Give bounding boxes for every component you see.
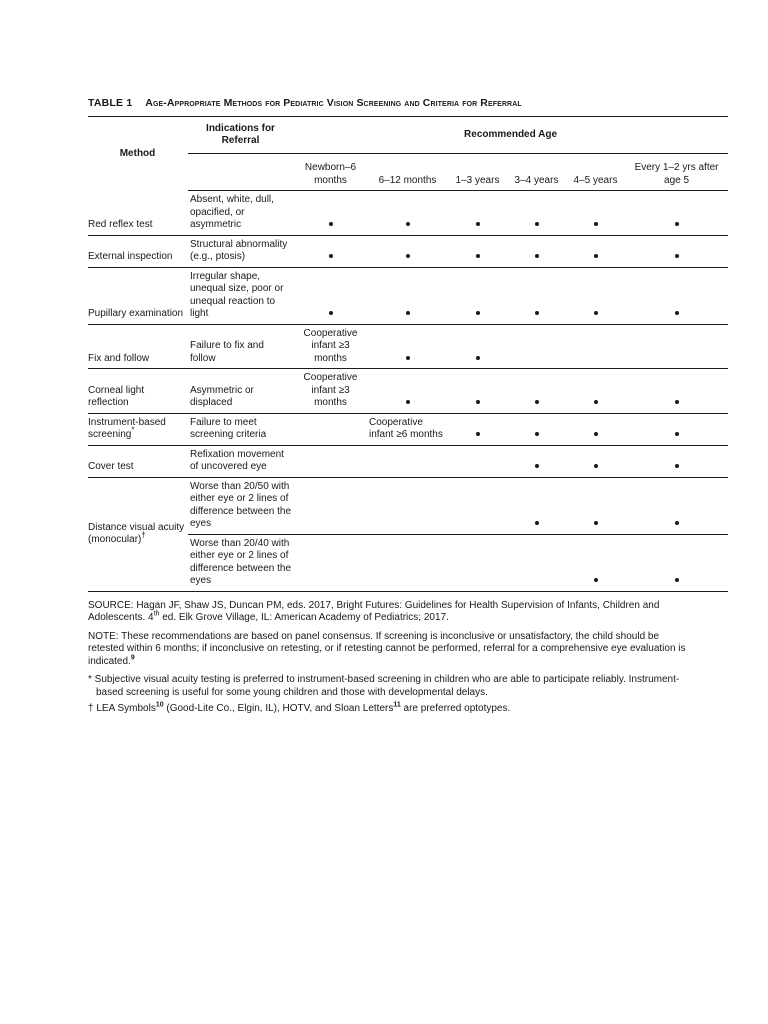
bullet-icon [476,311,480,315]
recommended-mark [626,267,728,324]
bullet-icon [535,311,539,315]
recommended-mark [626,445,728,477]
table-row [88,477,728,534]
bullet-icon [476,222,480,226]
bullet-icon [535,432,539,436]
recommended-mark [566,413,626,445]
header-age: Every 1–2 yrs after age 5 [626,154,728,191]
header-age: Newborn–6 months [294,154,368,191]
age-condition-cell: Cooperative infant ≥3 months [303,372,358,408]
empty-cell [566,324,626,369]
recommended-mark [626,191,728,236]
indication-cell: Failure to meet screening criteria [190,416,267,440]
bullet-icon [406,400,410,404]
recommended-mark [508,477,566,534]
recommended-mark [448,267,508,324]
recommended-mark [566,534,626,591]
indication-cell: Asymmetric or displaced [190,384,254,408]
header-recommended-age: Recommended Age [464,128,558,140]
header-method: Method [119,147,156,159]
bullet-icon [594,464,598,468]
indication-cell: Failure to fix and follow [190,340,264,364]
recommended-mark [508,413,566,445]
bullet-icon [675,521,679,525]
bullet-icon [476,400,480,404]
table-row [88,324,728,369]
table-row [88,191,728,236]
screening-table [88,116,728,592]
empty-cell [294,413,368,445]
empty-cell [508,324,566,369]
footnote-mark: † [141,530,146,540]
empty-cell [508,534,566,591]
empty-cell [448,477,508,534]
bullet-icon [406,311,410,315]
bullet-icon [675,432,679,436]
bullet-icon [594,254,598,258]
empty-cell [294,477,368,534]
table-row [88,235,728,267]
recommended-mark [566,477,626,534]
bullet-icon [476,254,480,258]
method-cell: Fix and follow [88,352,150,364]
table-row [88,413,728,445]
table-label: TABLE 1 [88,97,133,109]
recommended-mark [508,445,566,477]
method-cell: Pupillary examination [88,308,184,319]
recommended-mark [626,369,728,414]
bullet-icon [476,432,480,436]
footnote-asterisk: * Subjective visual acuity testing is preferred to instrument-based screening in children who are able to participate reliably. Instrument-based screening is useful for some young children and those with developmental delays. [88,674,680,698]
indication-cell: Structural abnormality (e.g., ptosis) [190,238,288,262]
bullet-icon [675,222,679,226]
recommended-mark [566,369,626,414]
recommended-mark [448,324,508,369]
empty-cell [368,534,448,591]
age-condition-cell: Cooperative infant ≥6 months [369,416,443,440]
recommended-mark [368,267,448,324]
table-caption [88,96,728,110]
bullet-icon [406,356,410,360]
header-indications: Indications for Referral [206,122,275,146]
empty-cell [368,477,448,534]
bullet-icon [675,254,679,258]
recommended-mark [294,235,368,267]
empty-cell [368,445,448,477]
bullet-icon [594,432,598,436]
indication-cell: Irregular shape, unequal size, poor or unequal reaction to light [190,270,284,319]
recommended-mark [566,267,626,324]
source-note: SOURCE: Hagan JF, Shaw JS, Duncan PM, eds. 2017, Bright Futures: Guidelines for Health Supervision of Infants, Children and Adolescents. 4th ed. Elk Grove Village, IL: American Academy of Pediatrics; 2017. [88,599,660,623]
method-cell: Distance visual acuity (monocular)† [88,521,185,545]
bullet-icon [406,222,410,226]
bullet-icon [594,311,598,315]
header-age: 6–12 months [368,154,448,191]
recommended-mark [448,413,508,445]
bullet-icon [535,254,539,258]
bullet-icon [329,311,333,315]
table-row [88,445,728,477]
empty-cell [294,445,368,477]
bullet-icon [594,521,598,525]
recommended-mark [294,191,368,236]
footnote-dagger: † LEA Symbols$^{10}$ (Good-Lite Co., Elgin, IL), HOTV, and Sloan Letters$^{11}$ are preferred optotypes. [88,701,511,714]
recommended-mark [368,235,448,267]
recommended-mark [566,235,626,267]
bullet-icon [594,222,598,226]
method-cell: Corneal light reflection [88,384,145,408]
empty-cell [294,534,368,591]
recommended-mark [508,267,566,324]
method-cell: Red reflex test [88,219,153,230]
recommended-mark [566,445,626,477]
bullet-icon [675,311,679,315]
recommended-mark [448,369,508,414]
bullet-icon [406,254,410,258]
header-age: 3–4 years [508,154,566,191]
bullet-icon [476,356,480,360]
indication-cell: Worse than 20/50 with either eye or 2 lines of difference between the eyes [190,480,292,529]
bullet-icon [329,222,333,226]
recommended-mark [368,324,448,369]
header-age: 4–5 years [566,154,626,191]
recommended-mark [368,191,448,236]
method-cell: Instrument-based screening* [88,416,166,440]
recommended-mark [448,191,508,236]
header-blank [188,154,294,191]
panel-note: NOTE: These recommendations are based on panel consensus. If screening is inconclusive or unsatisfactory, the child should be retested within 6 months; if inconclusive on retesting, or if retesting cannot be performed, referral for a comprehensive eye evaluation is indicated.$^9$ [88,630,686,667]
bullet-icon [535,222,539,226]
bullet-icon [535,464,539,468]
bullet-icon [329,254,333,258]
recommended-mark [368,369,448,414]
empty-cell [448,445,508,477]
table-row [88,369,728,414]
recommended-mark [626,235,728,267]
empty-cell [448,534,508,591]
recommended-mark [626,534,728,591]
header-age: 1–3 years [448,154,508,191]
recommended-mark [294,267,368,324]
footnote-mark: * [131,425,135,435]
method-cell: Cover test [88,461,134,472]
table-title: Age-Appropriate Methods for Pediatric Vision Screening and Criteria for Referral [145,97,522,109]
bullet-icon [535,400,539,404]
recommended-mark [626,413,728,445]
recommended-mark [566,191,626,236]
age-condition-cell: Cooperative infant ≥3 months [303,327,358,364]
method-cell: External inspection [88,251,173,262]
table-body [88,191,728,592]
bullet-icon [594,578,598,582]
indication-cell: Worse than 20/40 with either eye or 2 lines of difference between the eyes [190,537,292,586]
recommended-mark [626,477,728,534]
empty-cell [626,324,728,369]
document-page [88,96,728,722]
recommended-mark [508,369,566,414]
bullet-icon [675,578,679,582]
table-notes [88,600,688,716]
recommended-mark [508,191,566,236]
indication-cell: Absent, white, dull, opacified, or asymmetric [190,194,274,230]
recommended-mark [508,235,566,267]
bullet-icon [675,400,679,404]
indication-cell: Refixation movement of uncovered eye [190,448,284,472]
bullet-icon [535,521,539,525]
recommended-mark [448,235,508,267]
table-row [88,267,728,324]
bullet-icon [594,400,598,404]
bullet-icon [675,464,679,468]
